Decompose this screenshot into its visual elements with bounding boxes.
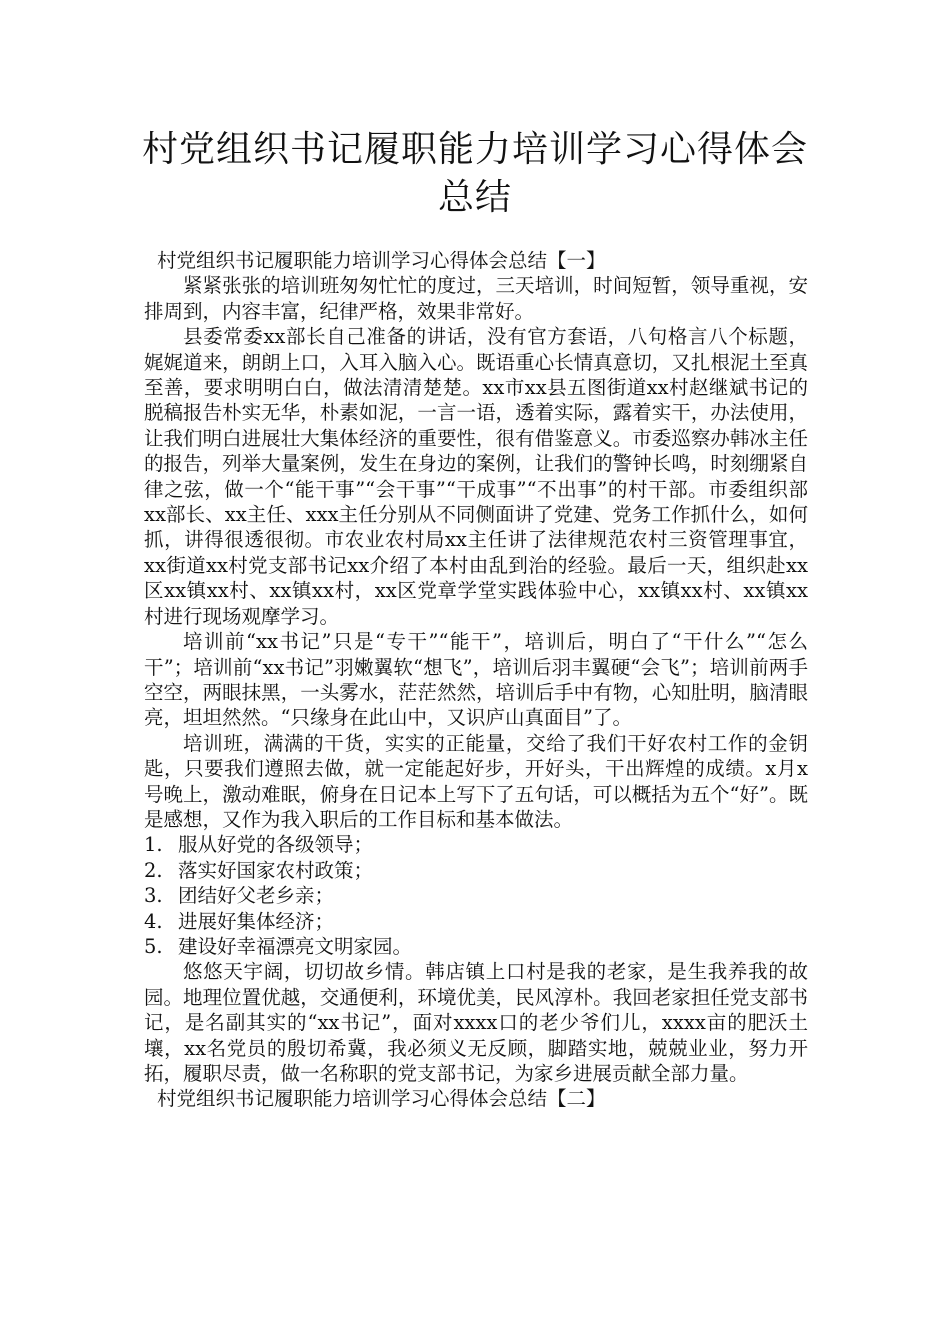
- list-item-number: 1.: [144, 833, 163, 857]
- list-item: [144, 832, 808, 857]
- paragraph-hometown: 悠悠天宇阔，切切故乡情。韩店镇上口村是我的老家，是生我养我的故园。地理位置优越，交通便利，环境优美，民风淳朴。我回老家担任党支部书记，是名副其实的“xx书记”，面对xxxx口的老少爷们儿，xxxx亩的肥沃土壤，xx名党员的殷切希冀，我必须义无反顾，脚踏实地，兢兢业业，努力开拓，履职尽责，做一名称职的党支部书记，为家乡进展贡献全部力量。: [144, 960, 808, 1085]
- list-item-text: 服从好党的各级领导；: [178, 833, 374, 857]
- list-item-number: 3.: [144, 884, 163, 908]
- document-body: [144, 248, 808, 1112]
- title-line-2: 总结: [437, 177, 512, 218]
- paragraph-intro: 紧紧张张的培训班匆匆忙忙的度过，三天培训，时间短暂，领导重视，安排周到，内容丰富，纪律严格，效果非常好。: [144, 274, 808, 323]
- document-title: [0, 126, 950, 222]
- list-item-text: 团结好父老乡亲；: [178, 884, 335, 908]
- paragraph-before-after: 培训前“xx书记”只是“专干”“能干”，培训后，明白了“干什么”“怎么干”；培训前“xx书记”羽嫩翼软“想飞”，培训后羽丰翼硬“会飞”；培训前两手空空，两眼抹黑，一头雾水，茫茫然然，培训后手中有物，心知肚明，脑清眼亮，坦坦然然。“只缘身在此山中，又识庐山真面目”了。: [144, 630, 808, 730]
- list-item-text: 建设好幸福漂亮文明家园。: [178, 934, 413, 958]
- list-item: [144, 883, 808, 908]
- list-item-number: 5.: [144, 934, 163, 958]
- list-item-text: 落实好国家农村政策；: [178, 858, 374, 882]
- list-item: [144, 934, 808, 959]
- section-heading-two: 村党组织书记履职能力培训学习心得体会总结【二】: [157, 1087, 606, 1111]
- paragraph-five-goods: 培训班，满满的干货，实实的正能量，交给了我们干好农村工作的金钥匙，只要我们遵照去做，就一定能起好步，开好头，干出辉煌的成绩。x月x号晚上，激动难眠，俯身在日记本上写下了五句话，可以概括为五个“好”。既是感想，又作为我入职后的工作目标和基本做法。: [144, 731, 808, 831]
- list-item: [144, 858, 808, 883]
- list-item-number: 2.: [144, 858, 163, 882]
- list-item-number: 4.: [144, 909, 163, 933]
- section-heading-one: 村党组织书记履职能力培训学习心得体会总结【一】: [157, 249, 606, 272]
- numbered-list: [144, 832, 808, 959]
- title-line-1: 村党组织书记履职能力培训学习心得体会: [141, 129, 808, 170]
- list-item: [144, 909, 808, 934]
- paragraph-speeches: 县委常委xx部长自己准备的讲话，没有官方套语，八句格言八个标题，娓娓道来，朗朗上口，入耳入脑入心。既语重心长情真意切，又扎根泥土至真至善，要求明明白白，做法清清楚楚。xx市xx县五图街道xx村赵继斌书记的脱稿报告朴实无华，朴素如泥，一言一语，透着实际，露着实干，办法使用，让我们明白进展壮大集体经济的重要性，很有借鉴意义。市委巡察办韩冰主任的报告，列举大量案例，发生在身边的案例，让我们的警钟长鸣，时刻绷紧自律之弦，做一个“能干事”“会干事”“干成事”“不出事”的村干部。市委组织部xx部长、xx主任、xxx主任分别从不同侧面讲了党建、党务工作抓什么，如何抓，讲得很透很彻。市农业农村局xx主任讲了法律规范农村三资管理事宜，xx街道xx村党支部书记xx介绍了本村由乱到治的经验。最后一天，组织赴xx区xx镇xx村、xx镇xx村，xx区党章学堂实践体验中心，xx镇xx村、xx镇xx村进行现场观摩学习。: [144, 325, 808, 628]
- list-item-text: 进展好集体经济；: [178, 909, 335, 933]
